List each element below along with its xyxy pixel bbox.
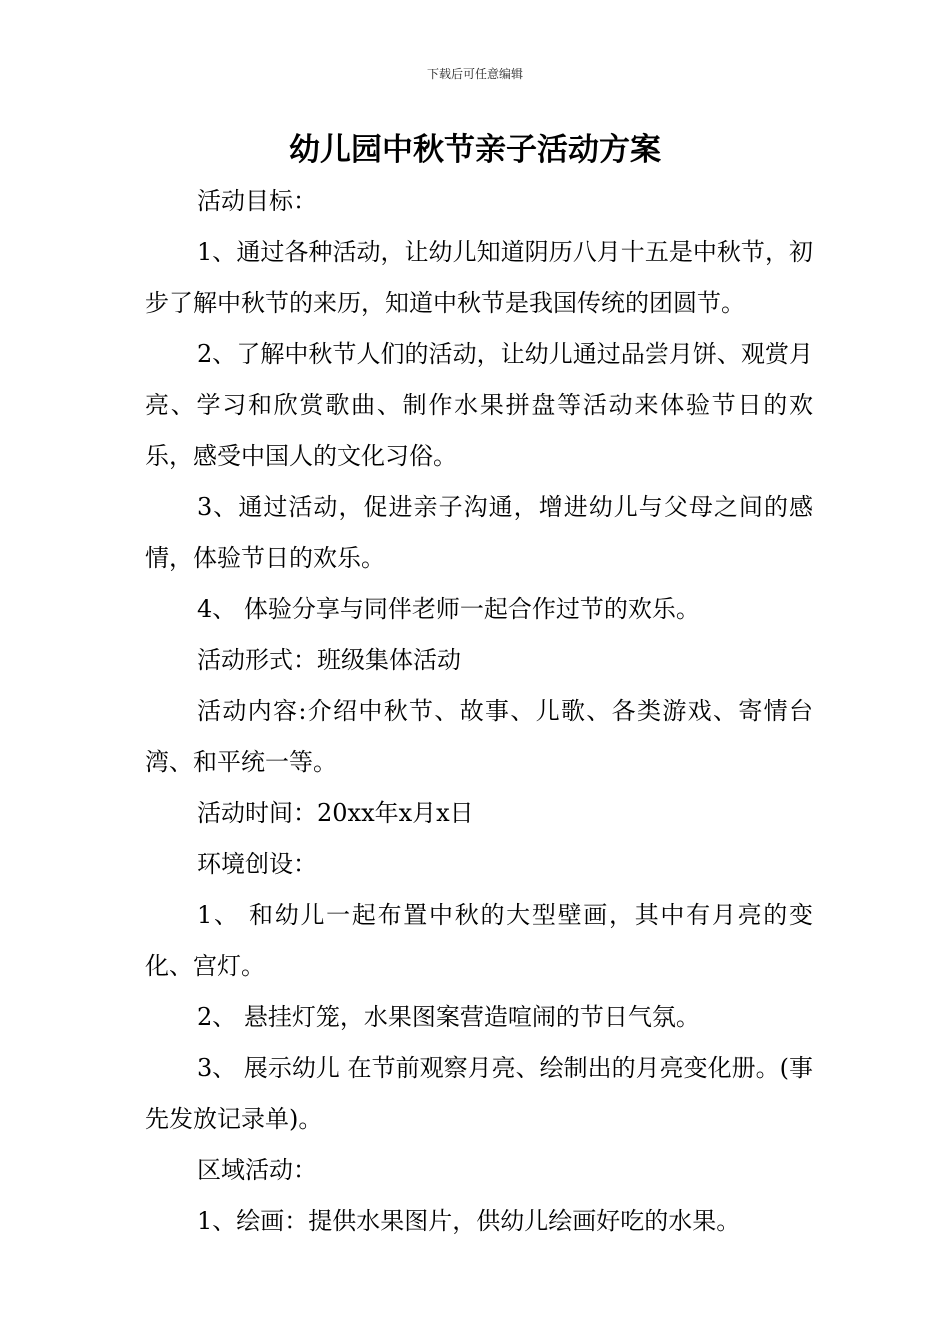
paragraph-objective-1: 1、通过各种活动，让幼儿知道阴历八月十五是中秋节，初步了解中秋节的来历，知道中秋节是我国传统的团圆节。 bbox=[145, 238, 813, 317]
paragraph-environment-2: 2、 悬挂灯笼，水果图案营造喧闹的节日气氛。 bbox=[197, 1003, 700, 1031]
paragraph-activity-content: 活动内容:介绍中秋节、故事、儿歌、各类游戏、寄情台湾、和平统一等。 bbox=[145, 697, 813, 776]
paragraph-environment-3: 3、 展示幼儿 在节前观察月亮、绘制出的月亮变化册。(事先发放记录单)。 bbox=[145, 1054, 813, 1133]
paragraph-objective-2: 2、了解中秋节人们的活动，让幼儿通过品尝月饼、观赏月亮、学习和欣赏歌曲、制作水果拼盘等活动来体验节日的欢乐，感受中国人的文化习俗。 bbox=[145, 340, 813, 470]
header-note: 下载后可任意编辑 bbox=[426, 67, 523, 81]
paragraph-activity-form: 活动形式：班级集体活动 bbox=[197, 646, 461, 674]
paragraph-area-activity-heading: 区域活动： bbox=[197, 1156, 317, 1184]
document-title: 幼儿园中秋节亲子活动方案 bbox=[289, 132, 661, 168]
paragraph-environment-heading: 环境创设： bbox=[197, 850, 317, 878]
paragraph-environment-1: 1、 和幼儿一起布置中秋的大型壁画，其中有月亮的变化、宫灯。 bbox=[145, 901, 813, 980]
document-body bbox=[145, 176, 813, 1247]
paragraph-objective-3: 3、通过活动，促进亲子沟通，增进幼儿与父母之间的感情，体验节日的欢乐。 bbox=[145, 493, 813, 572]
paragraph-activity-time: 活动时间：20xx年x月x日 bbox=[197, 799, 474, 827]
paragraph-objectives-heading: 活动目标： bbox=[197, 187, 317, 215]
paragraph-objective-4: 4、 体验分享与同伴老师一起合作过节的欢乐。 bbox=[197, 595, 700, 623]
paragraph-area-activity-1: 1、绘画：提供水果图片，供幼儿绘画好吃的水果。 bbox=[197, 1207, 741, 1235]
